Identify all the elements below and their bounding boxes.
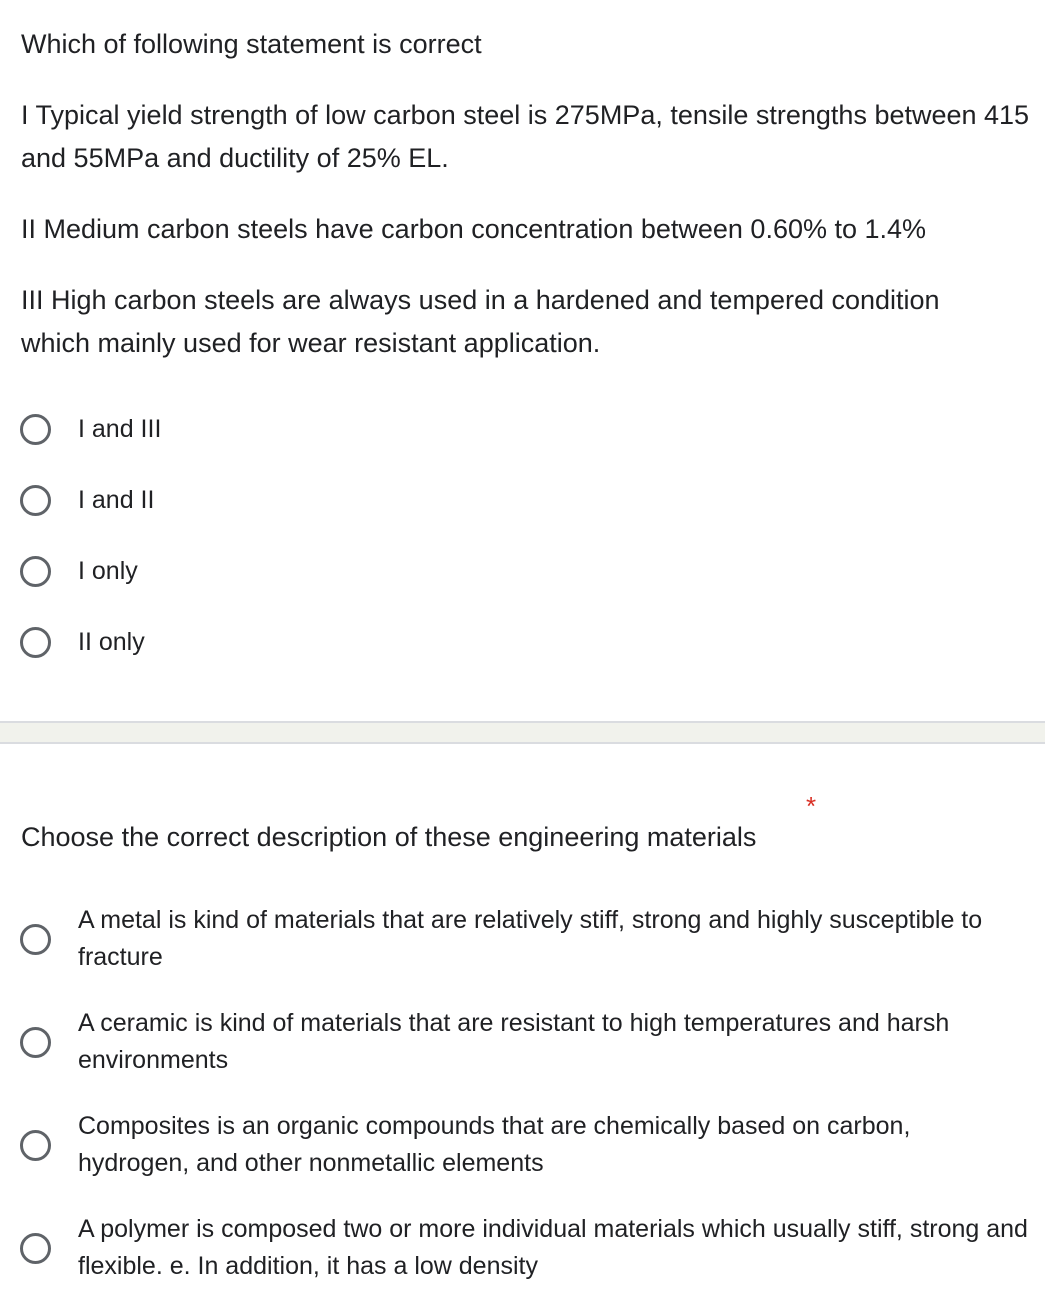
- radio-button[interactable]: [20, 414, 51, 445]
- option-label: I and II: [78, 486, 155, 514]
- radio-button[interactable]: [20, 1130, 51, 1161]
- option-label: I and III: [78, 415, 162, 443]
- required-asterisk: *: [806, 791, 817, 821]
- radio-button[interactable]: [20, 1027, 51, 1058]
- option-label: A ceramic is kind of materials that are resistant to high temperatures and harsh environments: [78, 1009, 950, 1074]
- statement-3: III High carbon steels are always used in a hardened and tempered condition which mainly used for wear resistant application.: [21, 285, 940, 358]
- q1-option-2[interactable]: [20, 482, 154, 519]
- option-label: A metal is kind of materials that are relatively stiff, strong and highly susceptible to fracture: [78, 906, 983, 971]
- q1-option-4[interactable]: [20, 624, 145, 661]
- q1-option-3[interactable]: [20, 553, 138, 590]
- option-label: I only: [78, 557, 138, 585]
- statement-1: I Typical yield strength of low carbon steel is 275MPa, tensile strengths between 415 and 55MPa and ductility of 25% EL.: [21, 100, 1030, 173]
- option-label: Composites is an organic compounds that are chemically based on carbon, hydrogen, and other nonmetallic elements: [78, 1112, 911, 1177]
- question-2-title: Choose the correct description of these engineering materials: [21, 822, 757, 852]
- q2-option-1[interactable]: [20, 902, 1035, 976]
- q1-option-1[interactable]: [20, 411, 161, 448]
- radio-button[interactable]: [20, 485, 51, 516]
- radio-button[interactable]: [20, 1233, 51, 1264]
- option-label: A polymer is composed two or more individual materials which usually stiff, strong and flexible. e. In addition, it has a low density: [78, 1215, 1028, 1280]
- q2-option-4[interactable]: [20, 1211, 1035, 1285]
- question-1-title: Which of following statement is correct: [21, 29, 482, 59]
- radio-button[interactable]: [20, 627, 51, 658]
- radio-button[interactable]: [20, 556, 51, 587]
- radio-button[interactable]: [20, 924, 51, 955]
- statement-2: II Medium carbon steels have carbon concentration between 0.60% to 1.4%: [21, 214, 927, 244]
- option-label: II only: [78, 628, 145, 656]
- q2-option-3[interactable]: [20, 1108, 970, 1182]
- q2-option-2[interactable]: [20, 1005, 1000, 1079]
- section-divider: [0, 721, 1045, 744]
